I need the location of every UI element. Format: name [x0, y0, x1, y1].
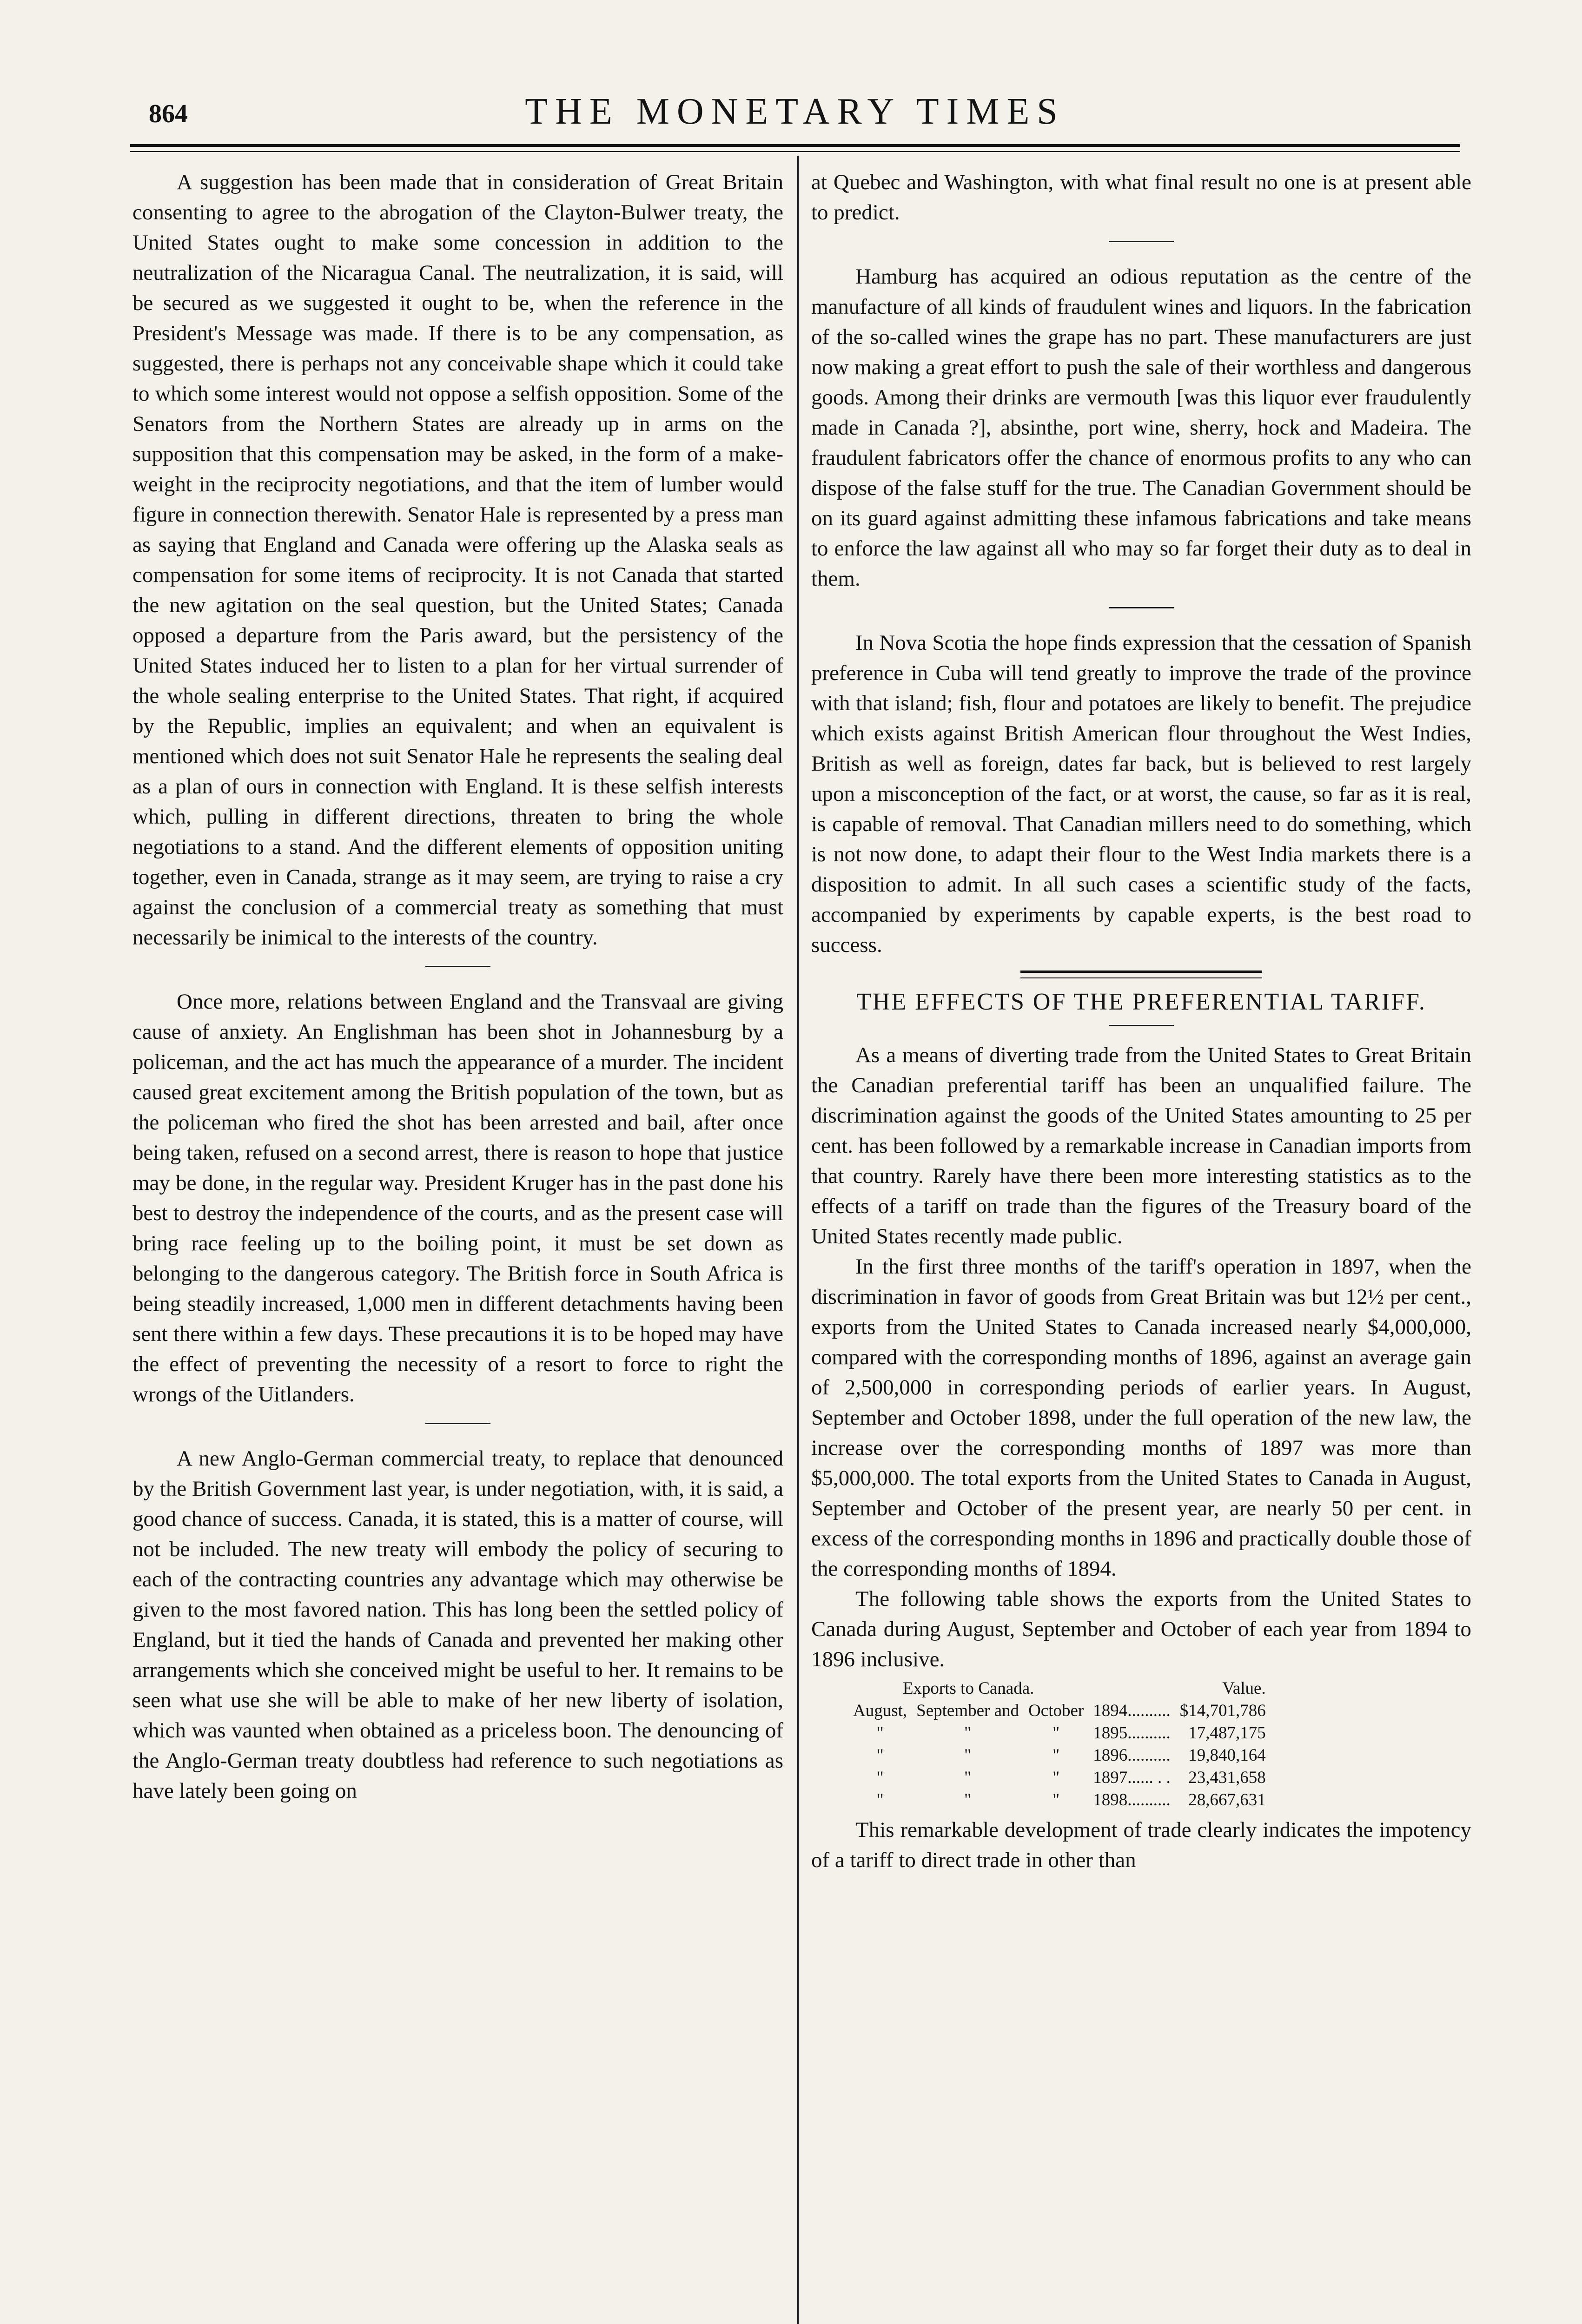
table-cell-month: " — [964, 1746, 972, 1765]
article-headline: THE EFFECTS OF THE PREFERENTIAL TARIFF. — [856, 989, 1426, 1015]
column-divider — [797, 156, 799, 2324]
table-cell-year: 1898.......... — [1093, 1790, 1171, 1809]
right-column — [811, 167, 1471, 1875]
article-paragraph: The following table shows the exports from the United States to Canada during August, September and October of each year from 1894 to 1896 inclusive. — [811, 1587, 1471, 1671]
header-rule-thin — [130, 151, 1460, 152]
table-cell-month: October — [1028, 1701, 1084, 1720]
table-cell-value: 23,431,658 — [1188, 1768, 1266, 1787]
article-continuation: at Quebec and Washington, with what final result no one is at present able to predict. — [811, 170, 1471, 224]
table-cell-value: $14,701,786 — [1179, 1701, 1266, 1720]
table-cell-month: " — [876, 1790, 884, 1809]
table-cell-month: " — [1052, 1790, 1060, 1809]
table-cell-month: " — [964, 1723, 972, 1743]
article-nova-scotia: In Nova Scotia the hope finds expression that the cessation of Spanish preference in Cuba will tend greatly to improve the trade of the province with that island; fish, flour and potatoes are likely to benefit. The prejudice which exists against British American flour throughout the West Indies, British as well as foreign, dates far back, but is believed to rest largely upon a misconception of the fact, or at worst, the cause, so far as it is real, is capable of removal. That Canadian millers need to do something, which is not now done, to adapt their flour to the West India markets there is a disposition to admit. In all such cases a scientific study of the facts, accompanied by experiments by capable experts, is the best road to success. — [811, 631, 1471, 957]
table-cell-year: 1894.......... — [1093, 1701, 1171, 1720]
table-cell-month: August, — [853, 1701, 907, 1720]
table-row — [848, 1722, 1271, 1744]
page-number: 864 — [149, 99, 188, 128]
table-header-value: Value. — [1222, 1679, 1266, 1698]
section-divider — [425, 966, 490, 967]
table-row — [848, 1700, 1271, 1722]
section-divider — [1109, 607, 1174, 608]
section-divider — [1109, 241, 1174, 242]
table-cell-month: " — [876, 1768, 884, 1787]
article-transvaal: Once more, relations between England and the Transvaal are giving cause of anxiety. An Englishman has been shot in Johannesburg by a policeman, and the act has much the appearance of a murder. The incident caused great excitement among the British population of the town, but as the policeman who fired the shot has been arrested and bail, after once being taken, refused on a second arrest, there is reason to hope that justice may be done, in the regular way. President Kruger has in the past done his best to destroy the independence of the courts, and as the present case will bring race feeling up to the boiling point, it must be set down as belonging to the dangerous category. The British force in South Africa is being steadily increased, 1,000 men in different detachments having been sent there within a few days. These precautions it is to be hoped may have the effect of preventing the necessity of a resort to force to right the wrongs of the Uitlanders. — [132, 990, 783, 1406]
table-cell-year: 1895.......... — [1093, 1723, 1171, 1743]
table-cell-value: 19,840,164 — [1188, 1746, 1266, 1765]
table-cell-month: " — [876, 1746, 884, 1765]
article-paragraph: In the first three months of the tariff's operation in 1897, when the discrimination in favor of goods from Great Britain was but 12½ per cent., exports from the United States to Canada increased nearly $4,000,000, compared with the corresponding months of 1896, against an average gain of 2,500,000 in corresponding periods of earlier years. In August, September and October 1898, under the full operation of the new law, the increase over the corresponding months of 1897 was more than $5,000,000. The total exports from the United States to Canada in August, September and October of the present year, are nearly 50 per cent. in excess of the corresponding months in 1896 and practically double those of the corresponding months of 1894. — [811, 1254, 1471, 1581]
table-cell-month: " — [964, 1768, 972, 1787]
article-clayton-bulwer: A suggestion has been made that in consideration of Great Britain consenting to agree to the abrogation of the Clayton-Bulwer treaty, the United States ought to make some concession in addition to the neutralization of the Nicaragua Canal. The neutralization, it is said, will be secured as we suggested it ought to be, when the reference in the President's Message was made. If there is to be any compensation, as suggested, there is perhaps not any conceivable shape which it could take to which some interest would not oppose a selfish opposition. Some of the Senators from the Northern States are already up in arms on the supposition that this compensation may be asked, in the form of a make-weight in the reciprocity negotiations, and that the item of lumber would figure in connection therewith. Senator Hale is represented by a press man as saying that England and Canada were offering up the Alaska seals as compensation for some items of reciprocity. It is not Canada that started the new agitation on the seal question, but the United States; Canada opposed a departure from the Paris award, but the persistency of the United States induced her to listen to a plan for her virtual surrender of the whole sealing enterprise to the United States. That right, if acquired by the Republic, implies an equivalent; and when an equivalent is mentioned which does not suit Senator Hale he represents the sealing deal as a plan of ours in connection with England. It is these selfish interests which, pulling in different directions, threaten to bring the whole negotiations to a stand. And the different elements of opposition uniting together, even in Canada, strange as it may seem, are trying to raise a cry against the conclusion of a commercial treaty as something that must necessarily be inimical to the interests of the country. — [132, 170, 783, 950]
table-cell-value: 28,667,631 — [1188, 1790, 1266, 1809]
section-divider — [425, 1423, 490, 1424]
table-header-exports: Exports to Canada. — [902, 1679, 1034, 1698]
table-cell-year: 1897...... . . — [1093, 1768, 1171, 1787]
table-cell-year: 1896.......... — [1093, 1746, 1171, 1765]
table-cell-month: " — [1052, 1746, 1060, 1765]
header-rule — [130, 144, 1460, 147]
exports-table — [848, 1677, 1271, 1811]
left-column — [132, 167, 783, 1806]
table-cell-month: " — [964, 1790, 972, 1809]
table-cell-month: " — [876, 1723, 884, 1743]
article-paragraph: As a means of diverting trade from the United States to Great Britain the Canadian preferential tariff has been an unqualified failure. The discrimination against the goods of the United States amounting to 25 per cent. has been followed by a remarkable increase in Canadian imports from that country. Rarely have there been more interesting statistics as to the effects of a tariff on trade than the figures of the Treasury board of the United States recently made public. — [811, 1043, 1471, 1248]
table-row — [848, 1744, 1271, 1767]
page-header — [130, 91, 1460, 142]
table-row — [848, 1767, 1271, 1789]
double-section-rule — [1020, 971, 1262, 978]
article-anglo-german-treaty: A new Anglo-German commercial treaty, to replace that denounced by the British Government last year, is under negotiation, with, it is said, a good chance of success. Canada, it is stated, this is a matter of course, will not be included. The new treaty will embody the policy of securing to each of the contracting countries any advantage which may otherwise be given to the most favored nation. This has long been the settled policy of England, but it tied the hands of Canada and prevented her making other arrangements which she conceived might be useful to her. It remains to be seen what use she will be able to make of her new liberty of isolation, which was vaunted when obtained as a priceless boon. The denouncing of the Anglo-German treaty doubtless had reference to such negotiations as have lately been going on — [132, 1446, 783, 1803]
table-cell-value: 17,487,175 — [1188, 1723, 1266, 1743]
article-hamburg-wines: Hamburg has acquired an odious reputation as the centre of the manufacture of all kinds of fraudulent wines and liquors. In the fabrication of the so-called wines the grape has no part. These manufacturers are just now making a great effort to push the sale of their worthless and dangerous goods. Among their drinks are vermouth [was this liquor ever fraudulently made in Canada ?], absinthe, port wine, sherry, hock and Madeira. The fraudulent fabricators offer the chance of enormous profits to any who can dispose of the false stuff for the true. The Canadian Government should be on its guard against admitting these infamous fabrications and take means to enforce the law against all who may so far forget their duty as to deal in them. — [811, 264, 1471, 591]
table-row — [848, 1789, 1271, 1811]
masthead-title: THE MONETARY TIMES — [525, 91, 1065, 132]
table-cell-month: " — [1052, 1723, 1060, 1743]
table-cell-month: September and — [916, 1701, 1019, 1720]
article-closing-paragraph: This remarkable development of trade clearly indicates the impotency of a tariff to direct trade in other than — [811, 1818, 1471, 1872]
headline-rule — [1109, 1025, 1174, 1026]
table-cell-month: " — [1052, 1768, 1060, 1787]
